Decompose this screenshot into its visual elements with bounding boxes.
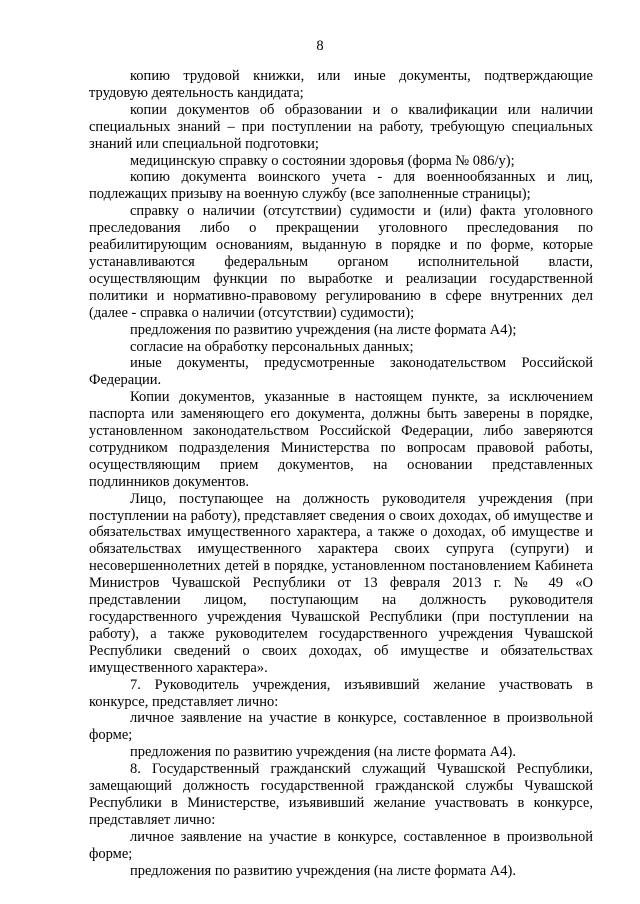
paragraph-military-document: копию документа воинского учета - для военнообязанных и лиц, подлежащих призыву на военную службу (все заполненные страницы);: [89, 169, 593, 203]
paragraph-copies-certification: Копии документов, указанные в настоящем пункте, за исключением паспорта или заменяющего его документа, должны быть заверены в порядке, установленном законодательством Российской Федерации, либо заверяются сотрудником подразделения Министерства по вопросам правовой работы, осуществляющим прием документов, на основании представленных подлинников документов.: [89, 389, 593, 490]
paragraph-criminal-record-certificate: справку о наличии (отсутствии) судимости и (или) факта уголовного преследования либо о прекращении уголовного преследования по реабилитирующим основаниям, выданную в порядке и по форме, которые устанавливаются федеральным органом исполнительной власти, осуществляющим функции по выработке и реализации государственной политики и нормативно-правовому регулированию в сфере внутренних дел (далее - справка о наличии (отсутствии) судимости);: [89, 203, 593, 321]
paragraph-other-documents: иные документы, предусмотренные законодательством Российской Федерации.: [89, 355, 593, 389]
paragraph-section-8-proposals: предложения по развитию учреждения (на листе формата А4).: [130, 862, 516, 879]
paragraph-section-7-application: личное заявление на участие в конкурсе, составленное в произвольной форме;: [89, 710, 593, 744]
page-number: 8: [316, 38, 324, 54]
paragraph-data-consent: согласие на обработку персональных данных;: [130, 338, 414, 355]
paragraph-section-7: 7. Руководитель учреждения, изъявивший желание участвовать в конкурсе, представляет лично:: [89, 676, 593, 710]
paragraph-income-declaration: Лицо, поступающее на должность руководителя учреждения (при поступлении на работу), представляет сведения о своих доходах, об имуществе и обязательствах имущественного характера, а также о доходах, об имуществе и обязательствах имущественного характера своих супруга (супруги) и несовершеннолетних детей в порядке, установленном постановлением Кабинета Министров Чувашской Республики от 13 февраля 2013 г. № 49 «О представлении лицом, поступающим на должность руководителя государственного учреждения Чувашской Республики (при поступлении на работу), а также руководителем государственного учреждения Чувашской Республики сведений о своих доходах, об имуществе и обязательствах имущественного характера».: [89, 490, 593, 676]
paragraph-development-proposals: предложения по развитию учреждения (на листе формата А4);: [130, 321, 517, 338]
paragraph-section-8: 8. Государственный гражданский служащий Чувашской Республики, замещающий должность государственной гражданской службы Чувашской Республики в Министерстве, изъявивший желание участвовать в конкурсе, представляет лично:: [89, 761, 593, 828]
paragraph-education-documents: копии документов об образовании и о квалификации или наличии специальных знаний – при поступлении на работу, требующую специальных знаний или специальной подготовки;: [89, 101, 593, 152]
paragraph-medical-certificate: медицинскую справку о состоянии здоровья (форма № 086/у);: [130, 152, 515, 169]
document-body: [89, 68, 593, 880]
paragraph-labor-book-copy: копию трудовой книжки, или иные документы, подтверждающие трудовую деятельность кандидата;: [89, 68, 593, 101]
paragraph-section-7-proposals: предложения по развитию учреждения (на листе формата А4).: [130, 744, 516, 761]
paragraph-section-8-application: личное заявление на участие в конкурсе, составленное в произвольной форме;: [89, 828, 593, 862]
